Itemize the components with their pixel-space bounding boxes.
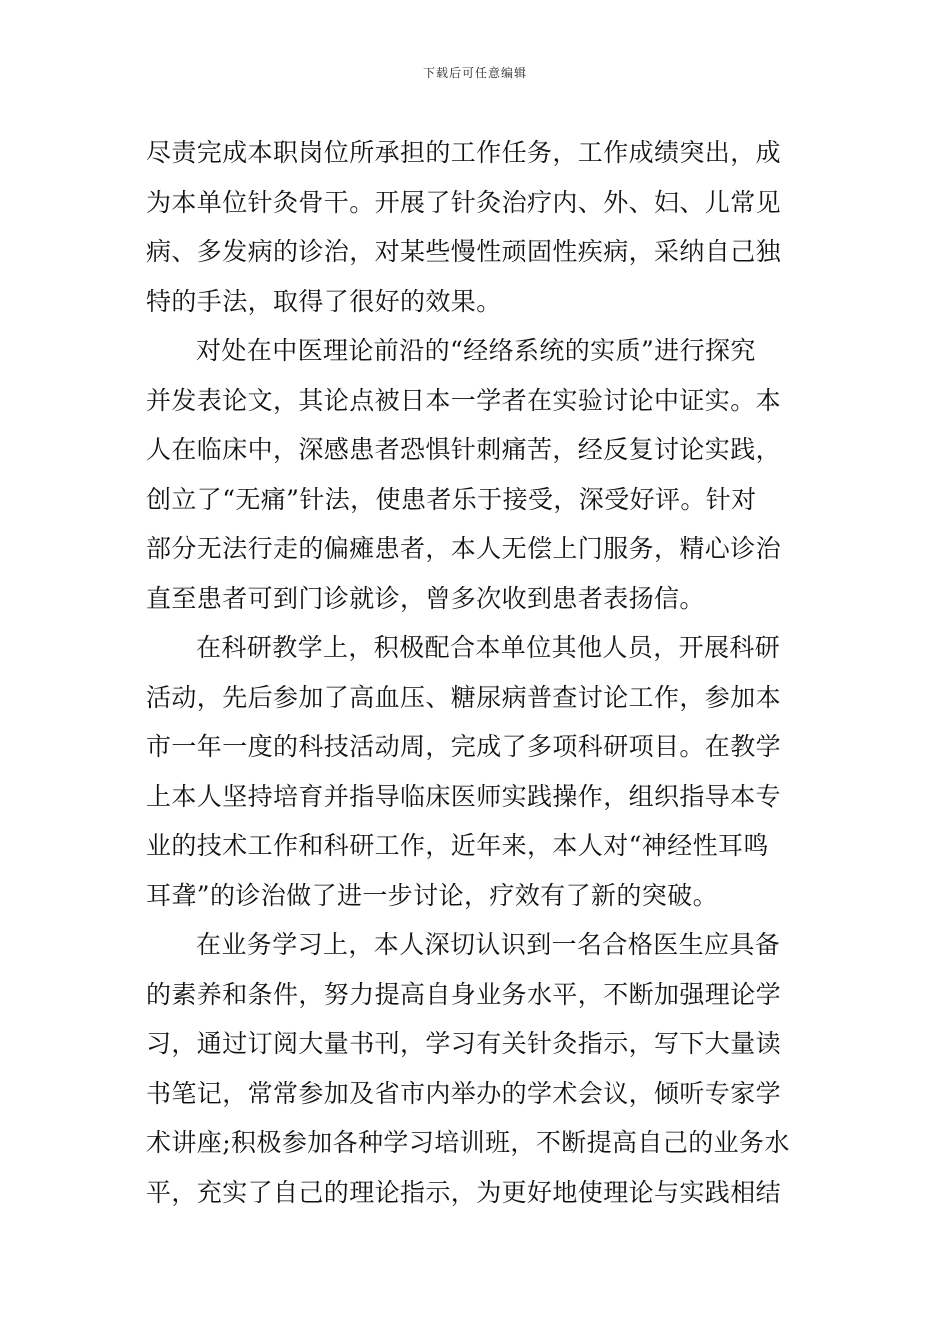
text-line: 病、多发病的诊治，对某些慢性顽固性疾病，采纳自己独 [146, 237, 782, 266]
document-body [146, 128, 806, 1217]
text-line: 对处在中医理论前沿的“经络系统的实质”进行探究 [196, 336, 756, 365]
text-line: 直至患者可到门诊就诊，曾多次收到患者表扬信。 [146, 583, 705, 613]
text-line: 尽责完成本职岗位所承担的工作任务，工作成绩突出，成 [146, 138, 782, 167]
text-line: 上本人坚持培育并指导临床医师实践操作，组织指导本专 [146, 781, 782, 811]
paragraph-4 [146, 920, 806, 1217]
paragraph-3 [146, 623, 806, 920]
text-line: 为本单位针灸骨干。开展了针灸治疗内、外、妇、儿常见 [146, 187, 782, 217]
text-line: 特的手法，取得了很好的效果。 [146, 286, 502, 316]
text-line: 书笔记，常常参加及省市内举办的学术会议，倾听专家学 [146, 1078, 782, 1108]
text-line: 市一年一度的科技活动周，完成了多项科研项目。在教学 [146, 732, 782, 761]
text-line: 平，充实了自己的理论指示，为更好地使理论与实践相结 [146, 1177, 782, 1207]
text-line: 部分无法行走的偏瘫患者，本人无偿上门服务，精心诊治 [146, 534, 782, 563]
text-line: 的素养和条件，努力提高自身业务水平，不断加强理论学 [146, 979, 782, 1009]
text-line: 并发表论文，其论点被日本一学者在实验讨论中证实。本 [146, 385, 782, 415]
text-line: 习，通过订阅大量书刊，学习有关针灸指示，写下大量读 [146, 1029, 782, 1058]
text-line: 在业务学习上，本人深切认识到一名合格医生应具备 [196, 930, 781, 959]
text-line: 在科研教学上，积极配合本单位其他人员，开展科研 [196, 633, 781, 662]
text-line: 创立了“无痛”针法，使患者乐于接受，深受好评。针对 [146, 484, 757, 514]
paragraph-2 [146, 326, 806, 623]
page-header: 下载后可任意编辑 [422, 66, 527, 80]
text-line: 耳聋”的诊治做了进一步讨论，疗效有了新的突破。 [146, 880, 718, 910]
text-line: 人在临床中，深感患者恐惧针刺痛苦，经反复讨论实践， [146, 435, 782, 464]
paragraph-1 [146, 128, 806, 326]
text-line: 术讲座;积极参加各种学习培训班，不断提高自己的业务水 [146, 1128, 790, 1157]
text-line: 活动，先后参加了高血压、糖尿病普查讨论工作，参加本 [146, 682, 782, 712]
text-line: 业的技术工作和科研工作，近年来，本人对“神经性耳鸣 [146, 831, 769, 860]
